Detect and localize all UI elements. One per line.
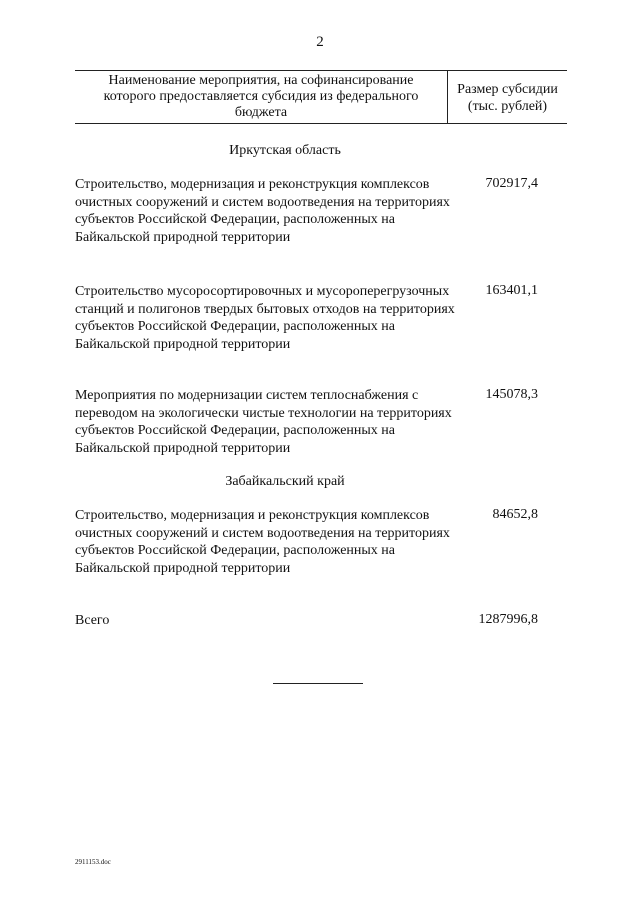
table-row-name: Строительство, модернизация и реконструкция комплексов очистных сооружений и систем водоотведения на территориях субъектов Российской Федерации, расположенных на Байкальской природной территории [75,177,450,245]
header-name-column: Наименование мероприятия, на софинансирование которого предоставляется субсидия из федерального бюджета [103,73,419,120]
region-heading: Забайкальский край [225,474,345,489]
end-rule [273,683,363,684]
header-amount-line2: (тыс. рублей) [467,99,548,114]
table-row-amount: 145078,3 [485,387,538,402]
table-row-amount: 84652,8 [492,507,538,522]
region-heading: Иркутская область [229,143,341,158]
total-amount: 1287996,8 [478,612,538,627]
table-row-amount: 702917,4 [485,176,538,191]
table-row-name: Строительство мусоросортировочных и мусороперегрузочных станций и полигонов твердых бытовых отходов на территориях субъектов Российской Федерации, расположенных на Байкальской природной территории [75,284,455,352]
table-row-amount: 163401,1 [485,283,538,298]
total-label: Всего [75,613,110,628]
file-name: 2911153.doc [75,858,111,866]
header-amount-column [448,81,567,115]
table-header [75,70,567,124]
header-amount-line1: Размер субсидии [457,82,558,97]
page-number: 2 [316,34,324,50]
table-row-name: Мероприятия по модернизации систем теплоснабжения с переводом на экологически чистые технологии на территориях субъектов Российской Федерации, расположенных на Байкальской природной территории [75,388,452,456]
table-row-name: Строительство, модернизация и реконструкция комплексов очистных сооружений и систем водоотведения на территориях субъектов Российской Федерации, расположенных на Байкальской природной территории [75,508,450,576]
